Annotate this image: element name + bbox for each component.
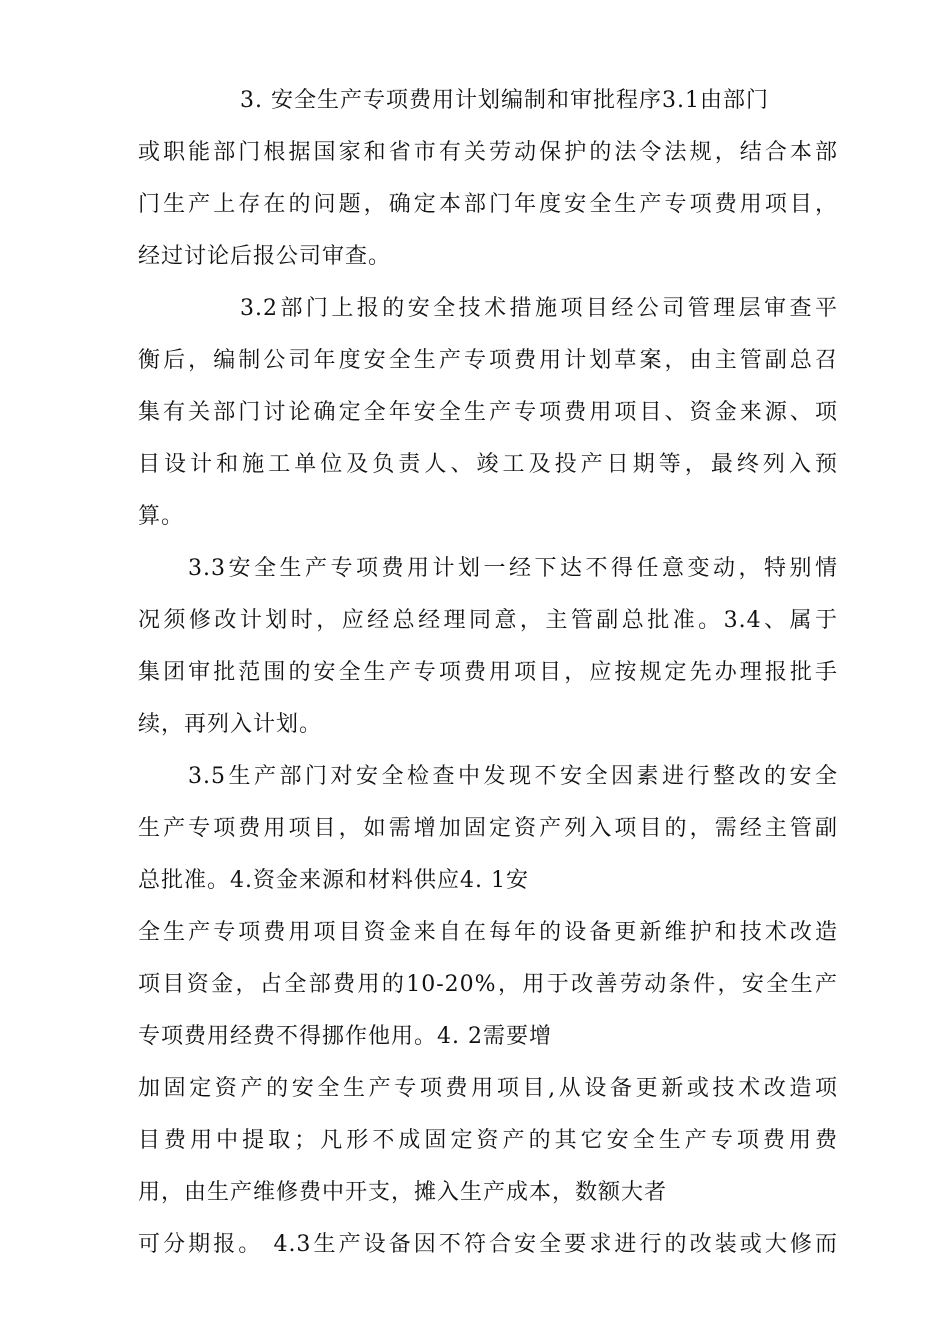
text-line: 总批准。4.资金来源和材料供应4. 1安 <box>138 868 529 893</box>
text-line: 3. 安全生产专项费用计划编制和审批程序3.1由部门 <box>240 88 769 113</box>
text-line: 门生产上存在的问题，确定本部门年度安全生产专项费用项目， <box>138 192 838 217</box>
text-line: 算。 <box>138 504 185 529</box>
text-line: 经过讨论后报公司审查。 <box>138 244 392 269</box>
text-line: 3.2部门上报的安全技术措施项目经公司管理层审查平 <box>240 296 838 321</box>
text-line: 专项费用经费不得挪作他用。4. 2需要增 <box>138 1024 552 1049</box>
text-line: 况须修改计划时，应经总经理同意，主管副总批准。3.4、属于 <box>138 608 838 633</box>
text-line: 集团审批范围的安全生产专项费用项目，应按规定先办理报批手 <box>138 660 838 685</box>
text-line: 衡后，编制公司年度安全生产专项费用计划草案，由主管副总召 <box>138 348 838 373</box>
text-line: 生产专项费用项目，如需增加固定资产列入项目的，需经主管副 <box>138 816 838 841</box>
text-line: 目费用中提取；凡形不成固定资产的其它安全生产专项费用费 <box>138 1128 838 1153</box>
text-line: 可分期报。 4.3生产设备因不符合安全要求进行的改装或大修而 <box>138 1232 838 1257</box>
text-line: 用，由生产维修费中开支，摊入生产成本，数额大者 <box>138 1180 668 1205</box>
text-line: 项目资金，占全部费用的10-20%，用于改善劳动条件，安全生产 <box>138 972 838 997</box>
text-line: 3.3安全生产专项费用计划一经下达不得任意变动，特别情 <box>188 556 838 581</box>
text-line: 加固定资产的安全生产专项费用项目,从设备更新或技术改造项 <box>138 1076 838 1101</box>
text-line: 或职能部门根据国家和省市有关劳动保护的法令法规，结合本部 <box>138 140 838 165</box>
text-line: 全生产专项费用项目资金来自在每年的设备更新维护和技术改造 <box>138 920 838 945</box>
text-line: 续，再列入计划。 <box>138 712 323 737</box>
text-line: 目设计和施工单位及负责人、竣工及投产日期等，最终列入预 <box>138 452 838 477</box>
text-line: 集有关部门讨论确定全年安全生产专项费用项目、资金来源、项 <box>138 400 838 425</box>
text-line: 3.5生产部门对安全检查中发现不安全因素进行整改的安全 <box>188 764 838 789</box>
